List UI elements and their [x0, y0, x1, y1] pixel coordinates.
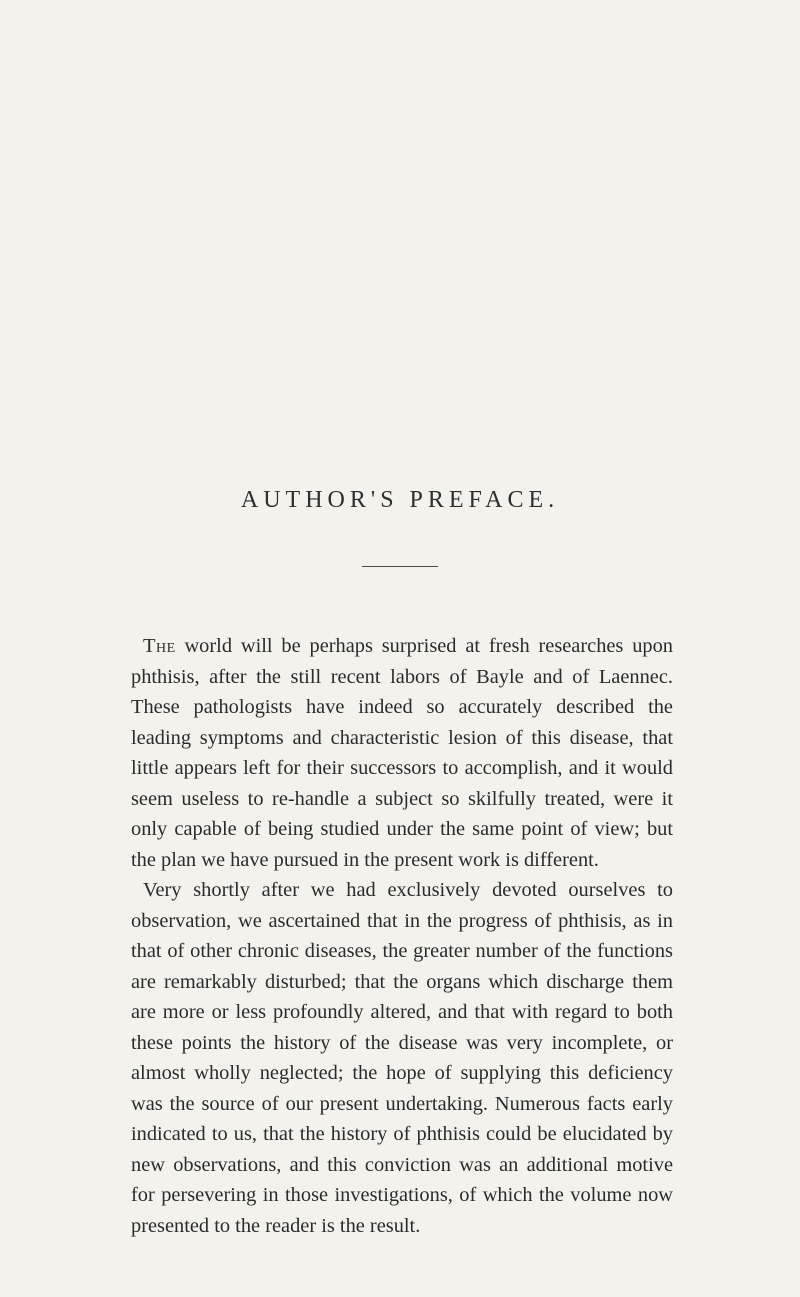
preface-body: [131, 631, 673, 1241]
paragraph-1-text: world will be perhaps surprised at fresh researches upon phthisis, after the still recent labors of Bayle and of Laennec. These pathologists have indeed so accurately described the leading symptoms and characteristic lesion of this disease, that little appears left for their successors to accomplish, and it would seem useless to re-handle a subject so skilfully treated, were it only capable of being studied under the same point of view; but the plan we have pursued in the present work is different.: [131, 635, 673, 871]
paragraph-2-text: Very shortly after we had exclusively devoted ourselves to observation, we ascertained that in the progress of phthisis, as in that of other chronic diseases, the greater number of the functions are remarkably disturbed; that the organs which discharge them are more or less profoundly altered, and that with regard to both these points the history of the disease was very incomplete, or almost wholly neglected; the hope of supplying this deficiency was the source of our present undertaking. Numerous facts early indicated to us, that the history of phthisis could be elucidated by new observations, and this conviction was an additional motive for persevering in those investigations, of which the volume now presented to the reader is the result.: [131, 879, 673, 1237]
paragraph-1-lead: The: [143, 635, 176, 657]
heading-divider: [362, 566, 438, 567]
paragraph-1: [131, 631, 673, 875]
preface-heading: AUTHOR'S PREFACE.: [240, 487, 560, 513]
paragraph-2: [131, 875, 673, 1241]
